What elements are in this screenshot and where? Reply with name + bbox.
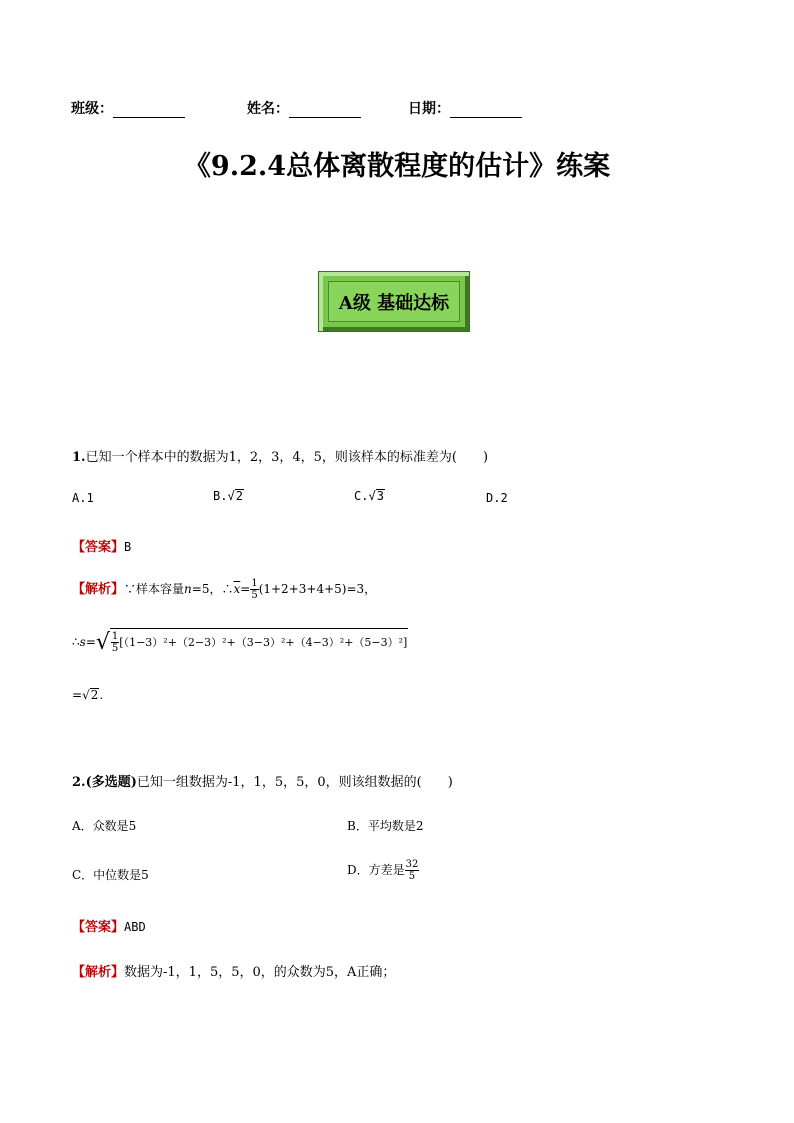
q2-option-d-den: 5: [408, 871, 416, 882]
name-field: [247, 98, 361, 118]
q1-line1-frac-num: 1: [251, 578, 258, 589]
q1-line3-radicand: 2: [90, 688, 99, 702]
q1-line2-var: s: [79, 635, 86, 649]
page-title: 《9.2.4总体离散程度的估计》练案: [183, 151, 611, 182]
q1-answer-value: B: [124, 540, 132, 554]
q1-line1-b: =5，∴: [191, 582, 234, 596]
q1-line1-frac-den: 5: [251, 590, 258, 601]
q1-stem-text: 已知一个样本中的数据为1，2，3，4，5，则该样本的标准差为( ): [85, 450, 489, 465]
q2-option-d: [347, 859, 419, 882]
q1-line1-fraction: [250, 578, 258, 601]
q1-option-d: D.2: [486, 491, 508, 505]
date-field: [408, 98, 522, 118]
q1-line2-eq: =: [85, 635, 96, 649]
q2-tag: (多选题): [85, 775, 137, 790]
q2-stem-text: 已知一组数据为-1，1，5，5，0，则该组数据的( ): [136, 775, 453, 790]
q1-analysis-line3: =√2.: [72, 688, 104, 702]
q1-analysis-line2: [72, 628, 408, 655]
q2-answer-value: ABD: [124, 920, 146, 934]
q1-line1-c: (1+2+3+4+5)=3，: [258, 582, 377, 596]
class-field: [71, 98, 185, 118]
q1-line1-eq: =: [240, 582, 251, 596]
q1-line2-radical-sign: √: [95, 630, 110, 655]
q1-answer-tag: 【答案】: [72, 540, 125, 555]
q2-option-d-num: 32: [405, 859, 419, 870]
q1-stem: [72, 446, 488, 465]
q2-analysis-text: 数据为-1，1，5，5，0，的众数为5，A正确；: [124, 965, 396, 980]
q1-line2-radicand: [110, 628, 408, 654]
q2-option-d-prefix: D．方差是: [347, 863, 405, 877]
class-blank: [113, 103, 185, 118]
date-label: 日期：: [408, 101, 450, 117]
q2-stem: [72, 771, 453, 790]
q2-option-c: C．中位数是5: [72, 868, 149, 882]
q1-analysis-tag: 【解析】: [72, 582, 125, 597]
q2-option-d-fraction: [405, 859, 420, 882]
q1-line1-a: ∵样本容量: [124, 582, 185, 596]
q1-line1-var: n: [184, 582, 192, 596]
q2-option-a: A．众数是5: [72, 819, 137, 833]
q1-option-b-radicand: 2: [235, 489, 243, 503]
q1-line2-b: [（1−3）²+（2−3）²+（3−3）²+（4−3）²+（5−3）²]: [119, 636, 408, 649]
q2-answer-tag: 【答案】: [72, 920, 125, 935]
level-badge: [318, 271, 470, 332]
date-blank: [450, 103, 522, 118]
q1-line2-a: ∴: [72, 635, 80, 649]
q1-option-c: C.√3: [354, 489, 384, 503]
q1-option-a: A.1: [72, 491, 94, 505]
q1-line3-a: =: [72, 688, 83, 702]
q2-analysis: [72, 961, 395, 980]
q1-number: 1.: [72, 450, 86, 465]
q1-line3-b: .: [99, 688, 104, 702]
q1-analysis-line1: [72, 578, 376, 601]
q2-answer: [72, 916, 146, 935]
q2-option-b: B．平均数是2: [347, 819, 424, 833]
q1-option-c-prefix: C.: [354, 489, 369, 503]
q1-answer: [72, 536, 131, 555]
q2-number: 2.: [72, 775, 86, 790]
name-blank: [289, 103, 361, 118]
q1-option-b: B.√2: [213, 489, 243, 503]
q1-option-c-radicand: 3: [376, 489, 384, 503]
q1-option-b-prefix: B.: [213, 489, 228, 503]
class-label: 班级：: [71, 101, 113, 117]
q1-line2-frac-den: 5: [111, 643, 119, 654]
level-badge-label: A级 基础达标: [328, 281, 460, 322]
q2-analysis-tag: 【解析】: [72, 965, 125, 980]
q1-line2-frac-num: 1: [111, 631, 119, 642]
name-label: 姓名：: [247, 101, 289, 117]
q1-line1-xbar: $\overline{x}$: [233, 582, 241, 596]
